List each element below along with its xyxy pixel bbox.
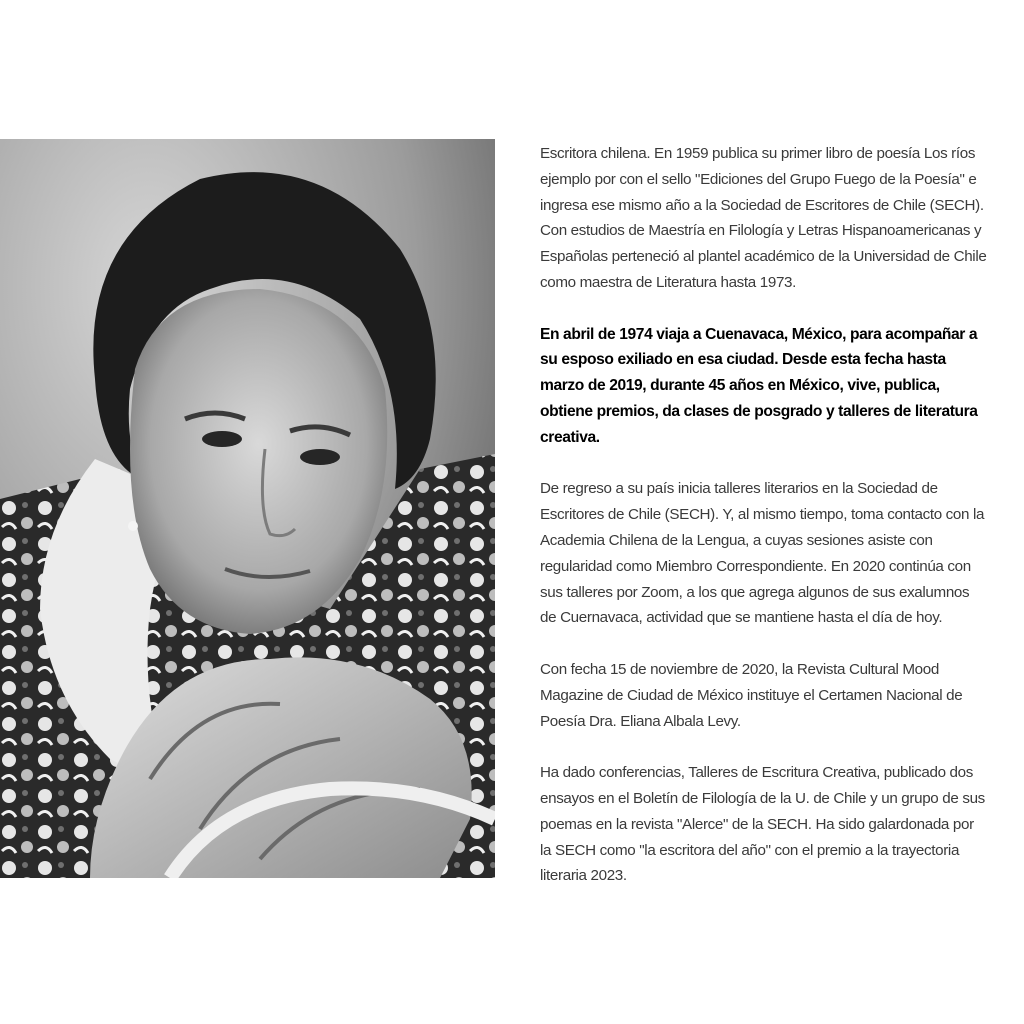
biography-text	[540, 141, 988, 915]
bio-paragraph-5: Ha dado conferencias, Talleres de Escritura Creativa, publicado dos ensayos en el Boletín de Filología de la U. de Chile y un grupo de sus poemas en la revista "Alerce" de la SECH. Ha sido galardonada por la SECH como "la escritora del año" con el premio a la trayectoria literaria 2023.	[540, 764, 985, 885]
portrait-illustration	[0, 139, 495, 878]
bio-paragraph-4: Con fecha 15 de noviembre de 2020, la Revista Cultural Mood Magazine de Ciudad de México instituye el Certamen Nacional de Poesía Dra. Eliana Albala Levy.	[540, 660, 963, 730]
portrait-photo	[0, 139, 495, 878]
bio-paragraph-3: De regreso a su país inicia talleres literarios en la Sociedad de Escritores de Chile (SECH). Y, al mismo tiempo, toma contacto con la Academia Chilena de la Lengua, a cuyas sesiones asiste con regularidad como Miembro Correspondiente. En 2020 continúa con sus talleres por Zoom, a los que agrega algunos de sus exalumnos de Cuernavaca, actividad que se mantiene hasta el día de hoy.	[540, 480, 985, 627]
bio-paragraph-2: En abril de 1974 viaja a Cuenavaca, México, para acompañar a su esposo exiliado en esa ciudad. Desde esta fecha hasta marzo de 2019, durante 45 años en México, vive, publica, obtiene premios, da clases de posgrado y talleres de literatura creativa.	[540, 325, 978, 446]
bio-paragraph-1: Escritora chilena. En 1959 publica su primer libro de poesía Los ríos ejemplo por con el sello "Ediciones del Grupo Fuego de la Poesía" e ingresa ese mismo año a la Sociedad de Escritores de Chile (SECH). Con estudios de Maestría en Filología y Letras Hispanoamericanas y Españolas perteneció al plantel académico de la Universidad de Chile como maestra de Literatura hasta 1973.	[540, 145, 987, 291]
